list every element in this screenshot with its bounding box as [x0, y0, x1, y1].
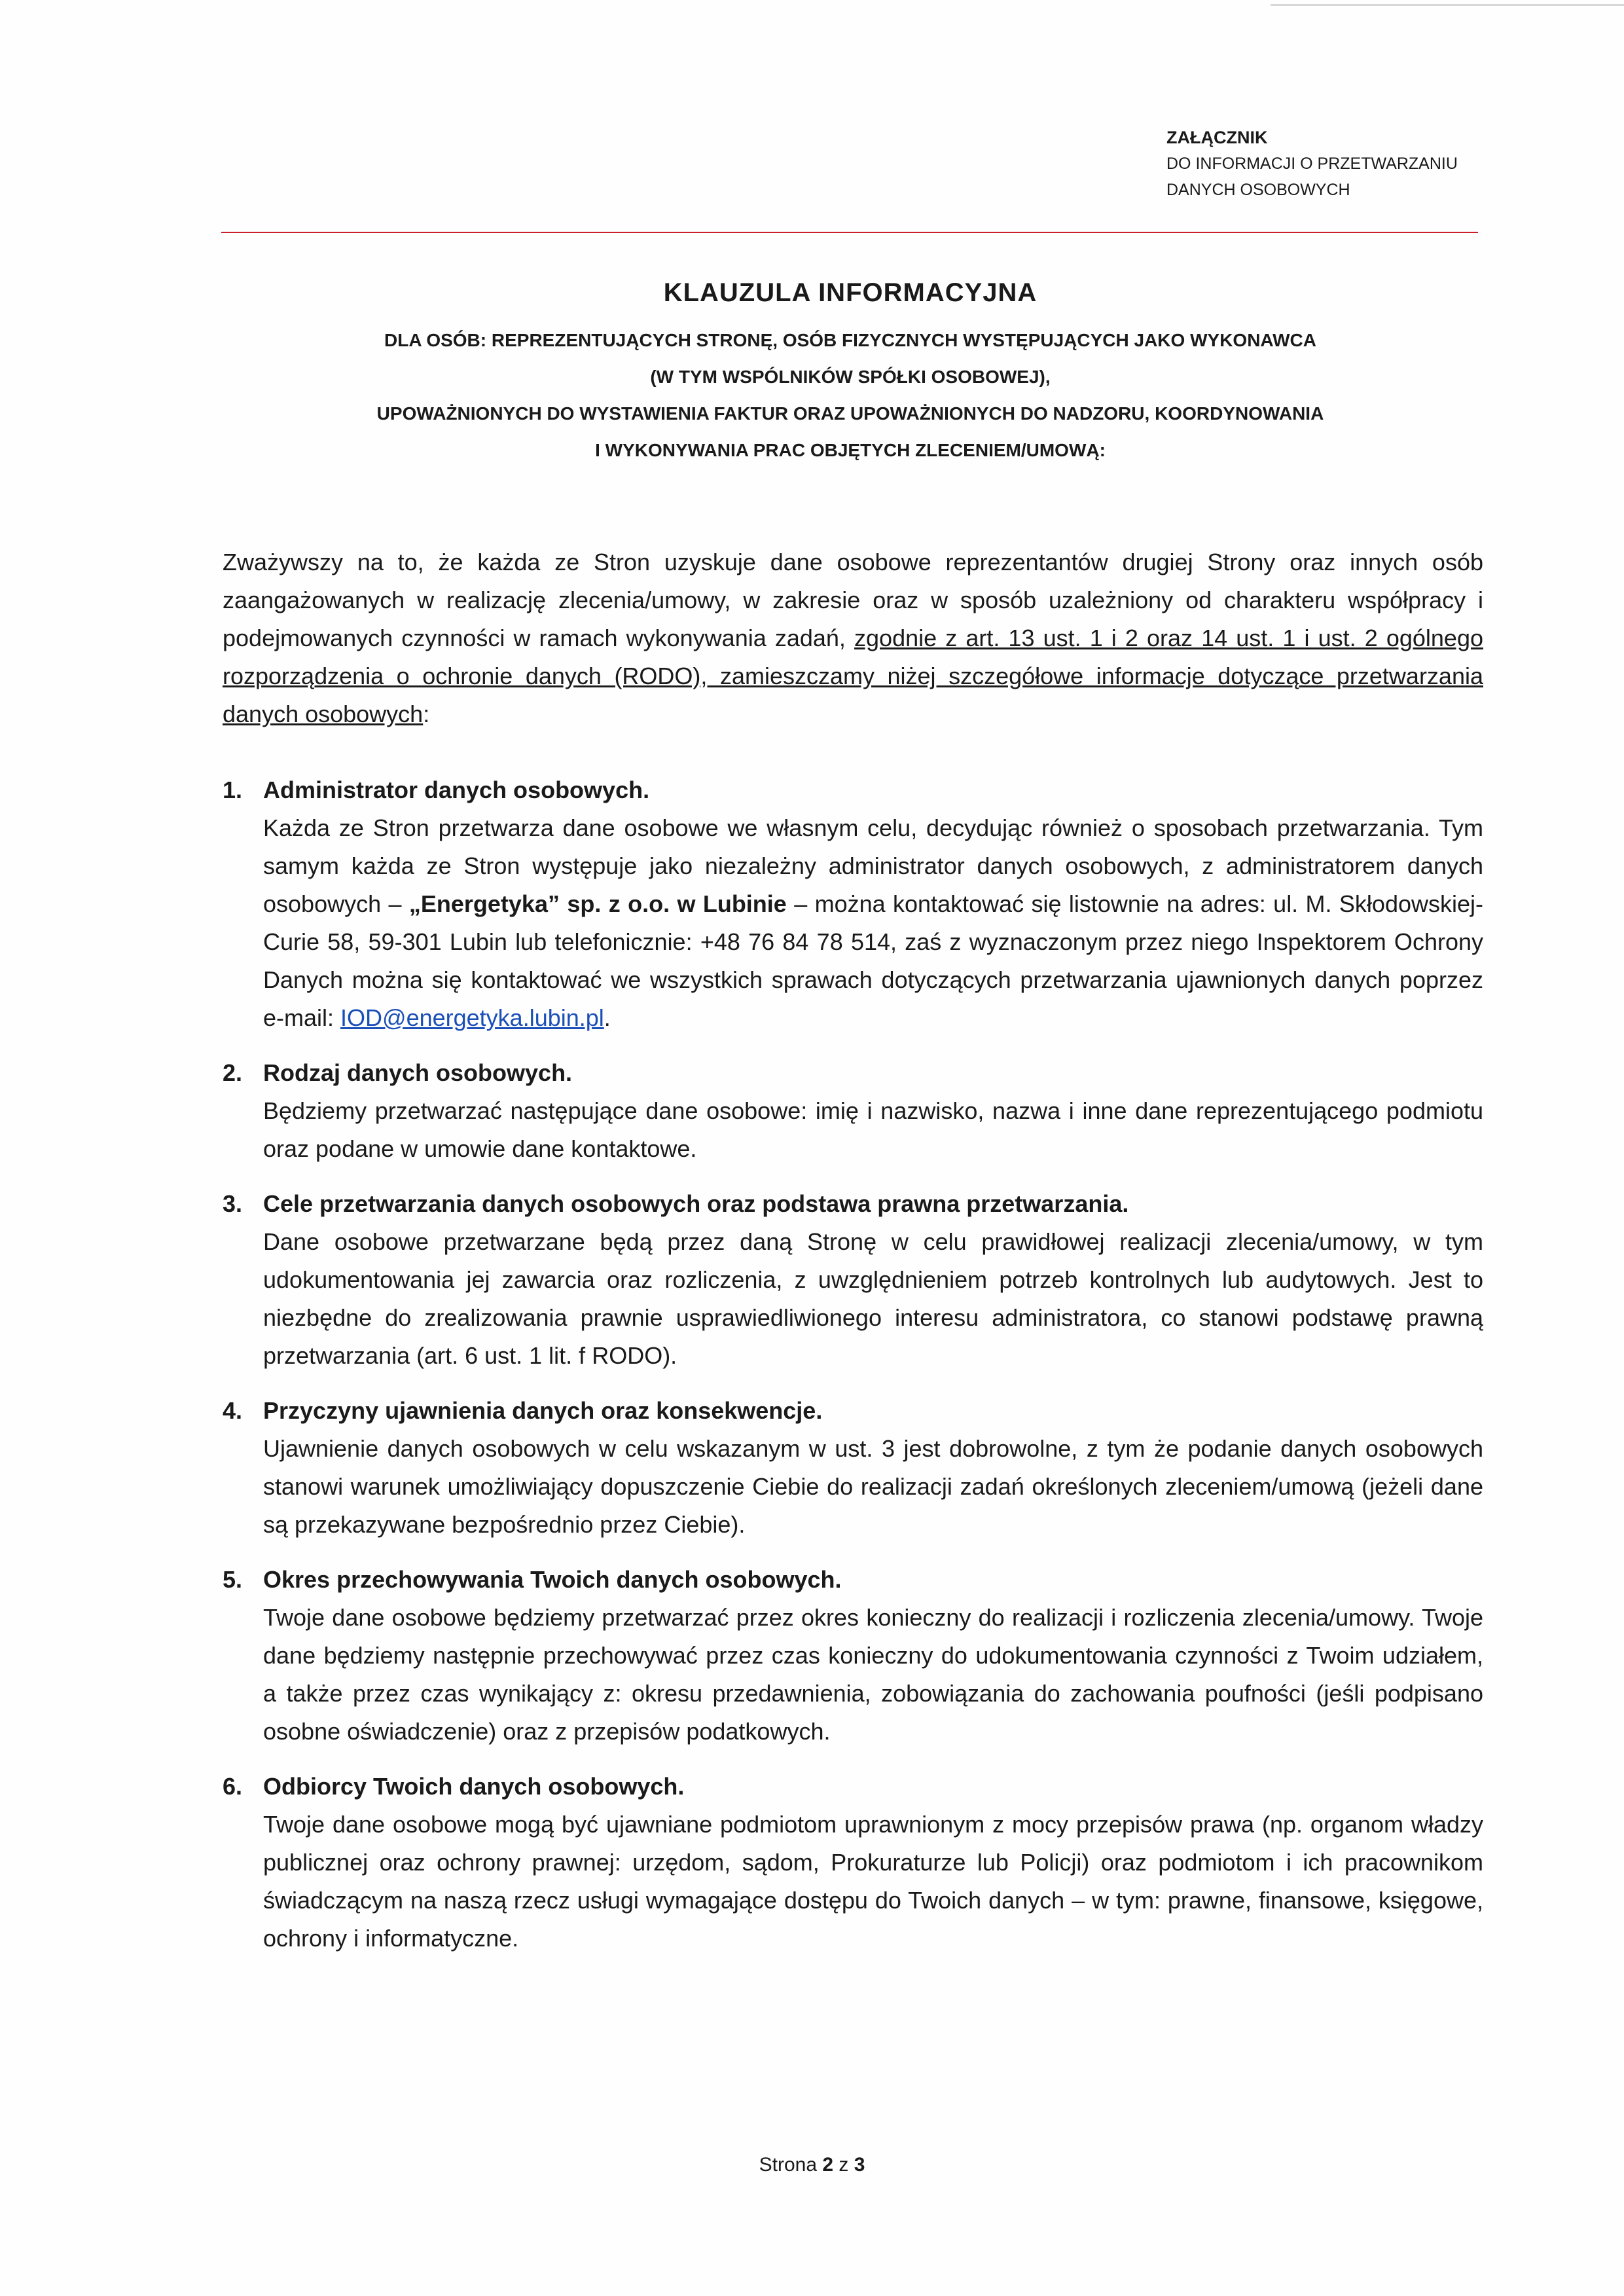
- page-label: Strona: [759, 2154, 823, 2176]
- total-pages: 3: [854, 2154, 865, 2176]
- annex-line-2: DANYCH OSOBOWYCH: [1166, 181, 1350, 199]
- header-divider: [221, 232, 1478, 233]
- section-body: Ujawnienie danych osobowych w celu wskazanym w ust. 3 jest dobrowolne, z tym że podanie danych osobowych stanowi warunek umożliwiający dopuszczenie Ciebie do realizacji zadań określonych zleceniem/umową (jeżeli dane są przekazywane bezpośrednio przez Ciebie).: [263, 1435, 1483, 1538]
- section-administrator: [223, 771, 1483, 1037]
- section-body-text-contact: – można kontaktować się listownie na adres: ul. M. Skłodowskiej-Curie 58, 59-301 Lubin lub telefonicznie: +48 76 84 78 514, zaś z wyznaczonym przez niego Inspektorem Ochrony Danych można się kontaktować we wszystkich sprawach dotyczących przetwarzania ujawnionych danych poprzez e-mail:: [263, 890, 1484, 1031]
- section-body: Twoje dane osobowe będziemy przetwarzać przez okres konieczny do realizacji i rozliczenia zlecenia/umowy. Twoje dane będziemy następnie przechowywać przez czas konieczny do udokumentowania czynności z Twoim udziałem, a także przez czas wynikający z: okresu przedawnienia, zobowiązania do zachowania poufności (jeśli podpisano osobne oświadczenie) oraz z przepisów podatkowych.: [263, 1604, 1483, 1745]
- section-body: Twoje dane osobowe mogą być ujawniane podmiotom uprawnionym z mocy przepisów prawa (np. organom władzy publicznej oraz ochrony prawnej: urzędom, sądom, Prokuraturze lub Policji) oraz podmiotom i ich pracownikom świadczącym na naszą rzecz usługi wymagające dostępu do Twoich danych – w tym: prawne, finansowe, księgowe, ochrony i informatyczne.: [263, 1811, 1483, 1952]
- section-body-text: Każda ze Stron przetwarza dane osobowe we własnym celu, decydując również o sposobach przetwarzania. Tym samym każda ze Stron występuje jako niezależny administrator danych osobowych, z administratorem danych osobowych –: [263, 814, 1483, 917]
- iod-email-link[interactable]: IOD@energetyka.lubin.pl: [340, 1004, 604, 1031]
- section-heading: Rodzaj danych osobowych.: [263, 1059, 573, 1086]
- section-heading: Odbiorcy Twoich danych osobowych.: [263, 1773, 685, 1800]
- scan-edge-mark: [1271, 4, 1624, 6]
- annex-title: ZAŁĄCZNIK: [1166, 128, 1268, 147]
- subtitle-line-1: DLA OSÓB: REPREZENTUJĄCYCH STRONĘ, OSÓB FIZYCZNYCH WYSTĘPUJĄCYCH JAKO WYKONAWCA: [384, 330, 1316, 350]
- section-body: Dane osobowe przetwarzane będą przez daną Stronę w celu prawidłowej realizacji zlecenia/umowy, w tym udokumentowania jej zawarcia oraz rozliczenia, z uwzględnieniem potrzeb kontrolnych lub audytowych. Jest to niezbędne do zrealizowania prawnie usprawiedliwionego interesu administratora, co stanowi podstawę prawną przetwarzania (art. 6 ust. 1 lit. f RODO).: [263, 1228, 1483, 1369]
- section-number: 2.: [223, 1059, 243, 1086]
- page-of: z: [833, 2154, 854, 2176]
- intro-end: :: [423, 701, 430, 727]
- annex-label: [1166, 124, 1533, 203]
- page-number: [0, 2154, 1624, 2176]
- section-number: 6.: [223, 1773, 243, 1800]
- section-number: 1.: [223, 776, 243, 803]
- section-recipients: [223, 1768, 1483, 1958]
- intro-paragraph: [223, 543, 1483, 733]
- section-retention: [223, 1561, 1483, 1751]
- company-name: „Energetyka” sp. z o.o. w Lubinie: [408, 890, 787, 917]
- section-heading: Okres przechowywania Twoich danych osobowych.: [263, 1566, 842, 1593]
- annex-line-1: DO INFORMACJI O PRZETWARZANIU: [1166, 155, 1458, 173]
- subtitle-line-4: I WYKONYWANIA PRAC OBJĘTYCH ZLECENIEM/UMOWĄ:: [595, 440, 1106, 460]
- subtitle-line-2: (W TYM WSPÓLNIKÓW SPÓŁKI OSOBOWEJ),: [650, 367, 1051, 387]
- section-heading: Administrator danych osobowych.: [263, 776, 650, 803]
- section-data-types: [223, 1054, 1483, 1168]
- section-body-end: .: [604, 1004, 611, 1031]
- section-disclosure: [223, 1392, 1483, 1544]
- intro-text: Zważywszy na to, że każda ze Stron uzyskuje dane osobowe reprezentantów drugiej Strony oraz innych osób zaangażowanych w realizację zlecenia/umowy, w zakresie oraz w sposób uzależniony od charakteru współpracy i podejmowanych czynności w ramach wykonywania zadań,: [223, 549, 1483, 651]
- document-title: KLAUZULA INFORMACYJNA: [663, 278, 1038, 307]
- intro-legal-basis: zgodnie z art. 13 ust. 1 i 2 oraz 14 ust. 1 i ust. 2 ogólnego rozporządzenia o ochronie danych (RODO), zamieszczamy niżej szczegółowe informacje dotyczące przetwarzania danych osobowych: [223, 625, 1483, 727]
- current-page: 2: [822, 2154, 834, 2176]
- subtitle-line-3: UPOWAŻNIONYCH DO WYSTAWIENIA FAKTUR ORAZ UPOWAŻNIONYCH DO NADZORU, KOORDYNOWANIA: [376, 403, 1324, 424]
- title-block: [196, 278, 1504, 469]
- section-heading: Cele przetwarzania danych osobowych oraz podstawa prawna przetwarzania.: [263, 1190, 1129, 1217]
- section-number: 5.: [223, 1566, 243, 1593]
- section-body: [263, 809, 1483, 1037]
- section-heading: Przyczyny ujawnienia danych oraz konsekwencje.: [263, 1397, 823, 1424]
- section-number: 3.: [223, 1190, 243, 1217]
- section-number: 4.: [223, 1397, 243, 1424]
- section-purposes: [223, 1185, 1483, 1375]
- section-body: Będziemy przetwarzać następujące dane osobowe: imię i nazwisko, nazwa i inne dane reprezentującego podmiotu oraz podane w umowie dane kontaktowe.: [263, 1097, 1483, 1162]
- sections-list: [223, 771, 1483, 1975]
